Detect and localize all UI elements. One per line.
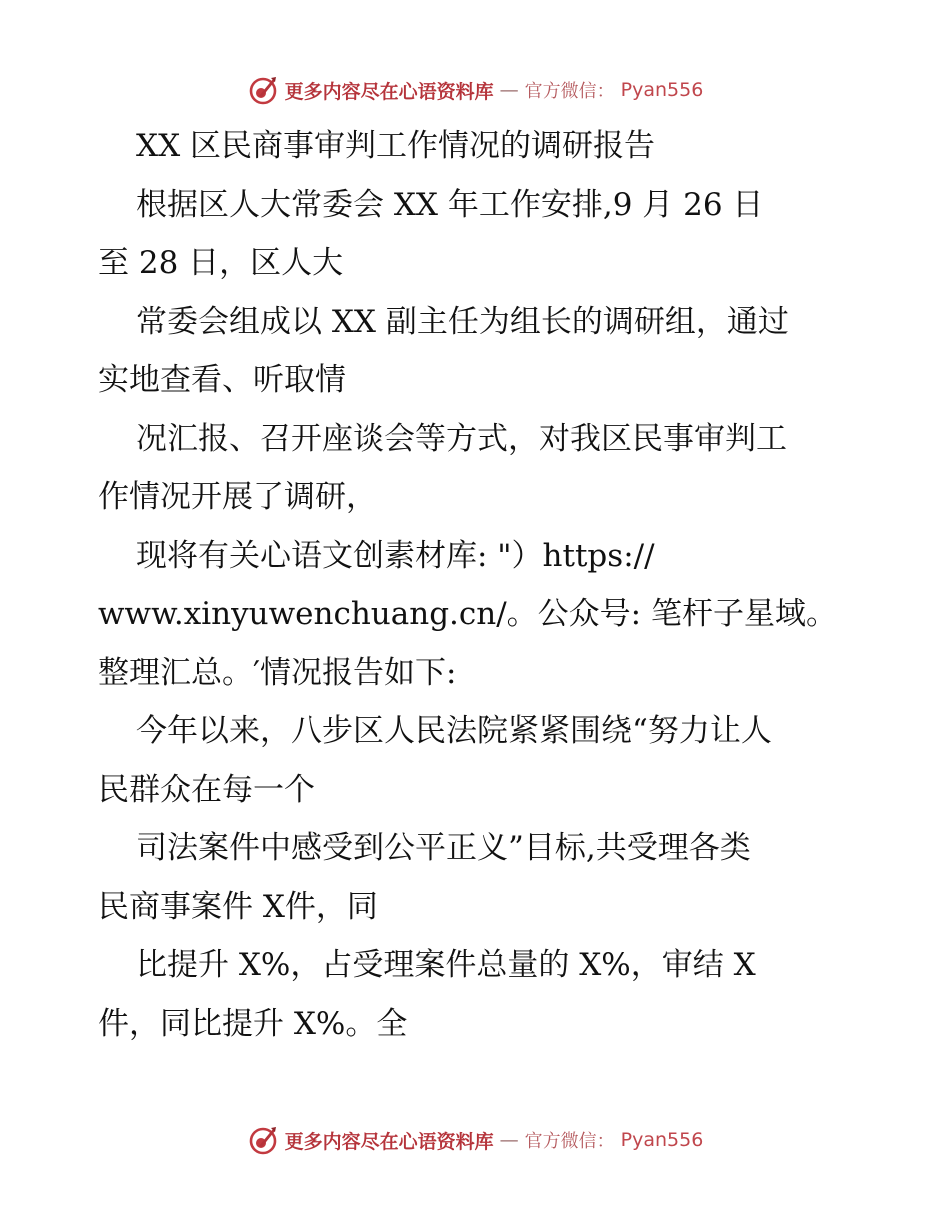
watermark-wechat-label: 官方微信： xyxy=(524,81,615,102)
paragraph-line: 比提升 X%，占受理案件总量的 X%，审结 X xyxy=(136,947,756,983)
feather-pen-circle-icon xyxy=(247,74,279,106)
feather-pen-circle-icon xyxy=(247,1124,279,1156)
watermark-wechat-label: 官方微信： xyxy=(524,1131,615,1152)
paragraph-line: 今年以来，八步区人民法院紧紧围绕“努力让人 xyxy=(136,713,772,749)
document-body xyxy=(98,117,858,1053)
watermark-dash: — xyxy=(499,79,519,101)
watermark-brand xyxy=(247,74,704,106)
watermark-main-text: 更多内容尽在心语资料库 xyxy=(284,1130,494,1153)
document-title: XX 区民商事审判工作情况的调研报告 xyxy=(136,128,655,164)
watermark-wechat-id: Pyan556 xyxy=(620,79,704,101)
page-footer-watermark xyxy=(0,1120,950,1160)
watermark-main-text: 更多内容尽在心语资料库 xyxy=(284,80,494,103)
watermark-dash: — xyxy=(499,1129,519,1151)
paragraph-line: 实地查看、听取情 xyxy=(98,362,346,398)
paragraph-line: 民群众在每一个 xyxy=(98,771,315,808)
paragraph-line: 司法案件中感受到公平正义”目标,共受理各类 xyxy=(136,830,751,866)
paragraph-line: 常委会组成以 XX 副主任为组长的调研组，通过 xyxy=(136,303,789,340)
watermark-wechat-id: Pyan556 xyxy=(620,1129,704,1151)
paragraph-line: 整理汇总。′情况报告如下: xyxy=(98,654,457,691)
paragraph-line: 件，同比提升 X%。全 xyxy=(98,1005,408,1042)
paragraph-line: 现将有关心语文创素材库: "）https:// xyxy=(136,537,655,574)
paragraph-line: 民商事案件 X件，同 xyxy=(98,888,378,925)
paragraph-line: 作情况开展了调研， xyxy=(98,479,377,515)
page-header-watermark xyxy=(0,70,950,110)
paragraph-line: 至 28 日，区人大 xyxy=(98,245,344,281)
paragraph-line: 根据区人大常委会 XX 年工作安排,9 月 26 日 xyxy=(136,186,764,223)
paragraph-line: 况汇报、召开座谈会等方式，对我区民事审判工 xyxy=(136,420,787,457)
watermark-brand xyxy=(247,1124,704,1156)
paragraph-line: www.xinyuwenchuang.cn/。公众号: 笔杆子星域。 xyxy=(98,596,837,632)
